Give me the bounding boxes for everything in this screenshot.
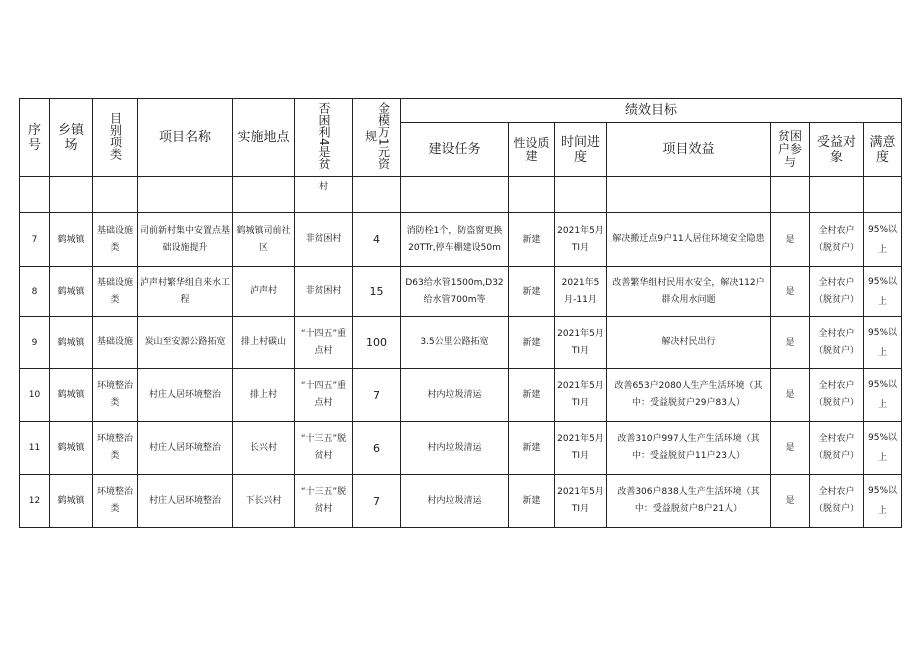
header-project-name: 项目名称	[138, 99, 233, 177]
cell-nature: 新建	[509, 213, 555, 267]
cell-village: “十三五”脱贫村	[295, 475, 353, 528]
header-task: 建设任务	[401, 123, 509, 177]
cell-funds: 7	[353, 475, 401, 528]
cell-schedule: 2021年5月TI月	[555, 213, 607, 267]
cell-nature: 新建	[509, 369, 555, 422]
cell-beneficiary: 全村农户（脱贫户）	[810, 369, 864, 422]
header-index: 序号	[20, 99, 50, 177]
cell-category: 环境整治类	[93, 422, 138, 475]
cell-task: 村内垃圾清运	[401, 422, 509, 475]
cell-index: 11	[20, 422, 50, 475]
spill-row-text: 村	[295, 177, 353, 213]
cell-task: D63给水管1500m,D32给水管700m等	[401, 267, 509, 317]
cell-satisfaction: 95%以上	[864, 317, 902, 369]
cell-beneficiary: 全村农户（脱贫户）	[810, 422, 864, 475]
cell-satisfaction: 95%以上	[864, 267, 902, 317]
cell-project-name: 司前新村集中安置点基础设施提升	[138, 213, 233, 267]
header-location: 实施地点	[233, 99, 295, 177]
cell-schedule: 2021年5月-11月	[555, 267, 607, 317]
cell-nature: 新建	[509, 475, 555, 528]
cell-project-name: 村庄人居环境整治	[138, 369, 233, 422]
cell-nature: 新建	[509, 422, 555, 475]
cell-village: 非贫困村	[295, 213, 353, 267]
cell-town: 鹤城镇	[50, 317, 93, 369]
cell-satisfaction: 95%以上	[864, 369, 902, 422]
table-row	[20, 475, 902, 528]
cell-index: 9	[20, 317, 50, 369]
cell-beneficiary: 全村农户（脱贫户）	[810, 267, 864, 317]
cell-funds: 100	[353, 317, 401, 369]
table-row	[20, 267, 902, 317]
cell-benefit: 改善653户2080人生产生活环境（其中：受益脱贫户29户83人）	[607, 369, 771, 422]
cell-category: 基础设施	[93, 317, 138, 369]
cell-location: 排上村碳山	[233, 317, 295, 369]
header-poor-participation: 贫困户参与	[771, 123, 810, 177]
cell-town: 鹤城镇	[50, 213, 93, 267]
cell-beneficiary: 全村农户（脱贫户）	[810, 317, 864, 369]
cell-benefit: 解决村民出行	[607, 317, 771, 369]
cell-location: 排上村	[233, 369, 295, 422]
cell-category: 基础设施类	[93, 267, 138, 317]
cell-village: “十四五”重点村	[295, 369, 353, 422]
cell-poor: 是	[771, 369, 810, 422]
cell-village: 非贫困村	[295, 267, 353, 317]
header-performance: 绩效目标	[401, 99, 902, 123]
cell-nature: 新建	[509, 267, 555, 317]
header-row-1	[20, 99, 902, 123]
cell-project-name: 泸声村繁华组自来水工程	[138, 267, 233, 317]
cell-location: 下长兴村	[233, 475, 295, 528]
table-row	[20, 369, 902, 422]
cell-category: 环境整治类	[93, 369, 138, 422]
cell-project-name: 村庄人居环境整治	[138, 422, 233, 475]
cell-town: 鹤城镇	[50, 267, 93, 317]
cell-task: 村内垃圾清运	[401, 475, 509, 528]
header-poor-village	[295, 99, 353, 177]
cell-task: 3.5公里公路拓宽	[401, 317, 509, 369]
cell-index: 8	[20, 267, 50, 317]
cell-beneficiary: 全村农户（脱贫户）	[810, 475, 864, 528]
cell-schedule: 2021年5月TI月	[555, 475, 607, 528]
cell-schedule: 2021年5月TI月	[555, 422, 607, 475]
cell-town: 鹤城镇	[50, 369, 93, 422]
cell-category: 基础设施类	[93, 213, 138, 267]
cell-village: “十四五”重点村	[295, 317, 353, 369]
table-body	[20, 213, 902, 528]
project-table	[19, 98, 902, 528]
header-benefit: 项目效益	[607, 123, 771, 177]
cell-benefit: 改善繁华组村民用水安全，解决112户群众用水问题	[607, 267, 771, 317]
header-beneficiary: 受益对象	[810, 123, 864, 177]
header-poor-village-text: 否困利4是贫	[317, 101, 331, 170]
cell-location: 鹤城镇司前社区	[233, 213, 295, 267]
cell-satisfaction: 95%以上	[864, 213, 902, 267]
header-funds-text: 金模万1元资规	[363, 101, 391, 170]
header-funds	[353, 99, 401, 177]
cell-benefit: 改善310户997人生产生活环境（其中：受益脱贫户11户23人）	[607, 422, 771, 475]
cell-town: 鹤城镇	[50, 475, 93, 528]
header-town: 乡镇场	[50, 99, 93, 177]
cell-satisfaction: 95%以上	[864, 422, 902, 475]
cell-satisfaction: 95%以上	[864, 475, 902, 528]
header-satisfaction: 满意度	[864, 123, 902, 177]
cell-poor: 是	[771, 422, 810, 475]
cell-town: 鹤城镇	[50, 422, 93, 475]
header-category	[93, 99, 138, 177]
cell-beneficiary: 全村农户（脱贫户）	[810, 213, 864, 267]
cell-funds: 6	[353, 422, 401, 475]
cell-schedule: 2021年5月TI月	[555, 317, 607, 369]
cell-nature: 新建	[509, 317, 555, 369]
cell-index: 7	[20, 213, 50, 267]
cell-task: 消防栓1个，防盗窗更换20TTr,停车棚建设50m	[401, 213, 509, 267]
cell-project-name: 炭山至安源公路拓宽	[138, 317, 233, 369]
table-row	[20, 317, 902, 369]
cell-index: 12	[20, 475, 50, 528]
cell-index: 10	[20, 369, 50, 422]
cell-funds: 15	[353, 267, 401, 317]
cell-poor: 是	[771, 213, 810, 267]
cell-funds: 4	[353, 213, 401, 267]
cell-benefit: 解决搬迁点9户11人居住环境安全隐患	[607, 213, 771, 267]
cell-task: 村内垃圾清运	[401, 369, 509, 422]
cell-village: “十三五”脱贫村	[295, 422, 353, 475]
cell-location: 长兴村	[233, 422, 295, 475]
cell-schedule: 2021年5月TI月	[555, 369, 607, 422]
table-row	[20, 213, 902, 267]
header-category-text: 目别项类	[108, 111, 123, 160]
spill-row	[20, 177, 902, 213]
cell-poor: 是	[771, 267, 810, 317]
header-schedule: 时间进度	[555, 123, 607, 177]
cell-funds: 7	[353, 369, 401, 422]
cell-location: 泸声村	[233, 267, 295, 317]
cell-category: 环境整治类	[93, 475, 138, 528]
cell-poor: 是	[771, 475, 810, 528]
cell-benefit: 改善306户838人生产生活环境（其中：受益脱贫户8户21人）	[607, 475, 771, 528]
cell-poor: 是	[771, 317, 810, 369]
header-nature: 性设质建	[509, 123, 555, 177]
table-row	[20, 422, 902, 475]
cell-project-name: 村庄人居环境整治	[138, 475, 233, 528]
